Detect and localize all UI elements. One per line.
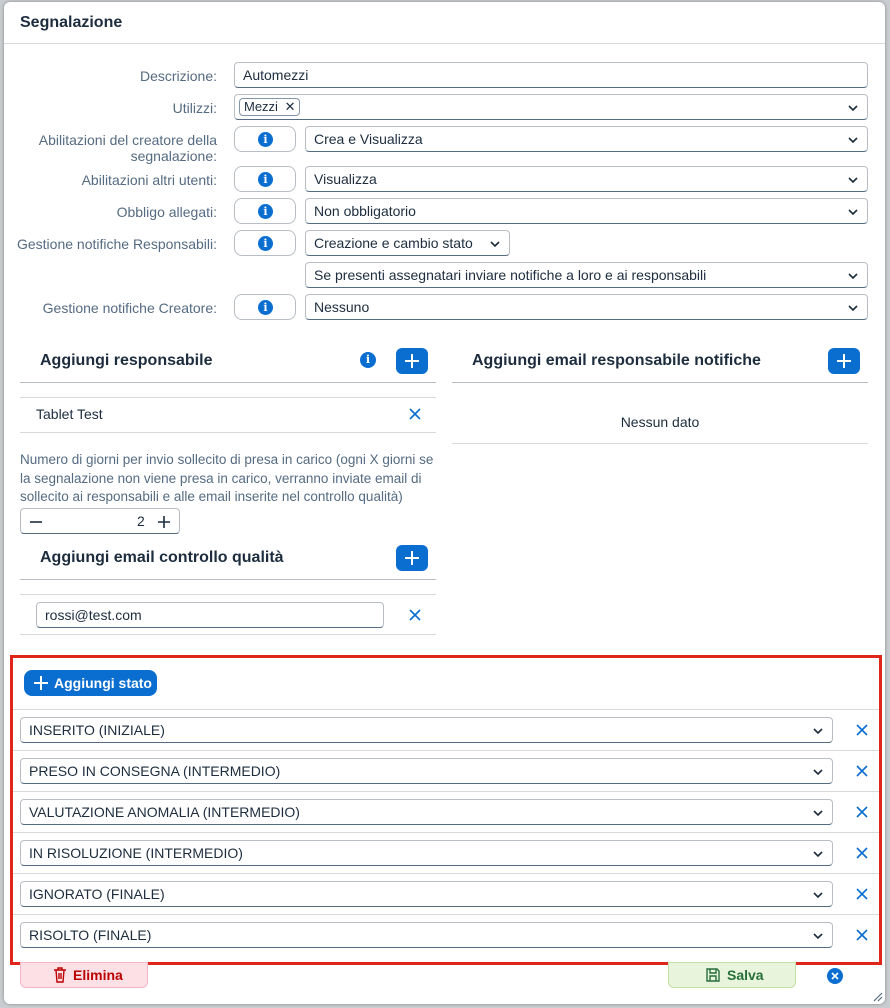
remove-state-icon[interactable] <box>856 847 868 859</box>
chevron-down-icon[interactable] <box>847 302 859 314</box>
token-label: Mezzi <box>244 99 278 114</box>
state-select[interactable] <box>20 840 833 866</box>
days-value[interactable]: 2 <box>137 513 145 529</box>
abilitazioni-altri-select[interactable] <box>305 166 868 192</box>
divider <box>20 594 436 595</box>
state-value: IN RISOLUZIONE (INTERMEDIO) <box>29 845 243 861</box>
info-button[interactable] <box>234 166 296 192</box>
select-value: Se presenti assegnatari inviare notifiche a loro e ai responsabili <box>314 267 707 283</box>
info-button[interactable] <box>234 126 296 152</box>
chevron-down-icon[interactable] <box>812 848 824 860</box>
minus-icon[interactable] <box>29 515 43 529</box>
dialog <box>4 2 885 1004</box>
no-data-text: Nessun dato <box>620 414 700 430</box>
state-select[interactable] <box>20 922 833 948</box>
state-row <box>13 873 879 914</box>
divider <box>452 382 868 383</box>
state-row <box>13 832 879 873</box>
info-icon: i <box>258 204 273 219</box>
plus-icon <box>33 675 49 691</box>
responsabile-title: Aggiungi responsabile <box>40 352 213 369</box>
divider <box>20 579 436 580</box>
state-value: PRESO IN CONSEGNA (INTERMEDIO) <box>29 763 281 779</box>
save-label: Salva <box>727 967 764 983</box>
descrizione-input[interactable]: Automezzi <box>234 62 868 88</box>
info-icon: i <box>258 132 273 147</box>
notifiche-responsabili-select[interactable] <box>305 230 510 256</box>
obbligo-allegati-select[interactable] <box>305 198 868 224</box>
state-row <box>13 750 879 791</box>
delete-label: Elimina <box>73 967 123 983</box>
token-mezzi <box>239 98 300 116</box>
chevron-down-icon[interactable] <box>812 766 824 778</box>
chevron-down-icon[interactable] <box>847 134 859 146</box>
days-stepper[interactable] <box>20 508 180 534</box>
notifiche-assegnatari-select[interactable] <box>305 262 868 288</box>
trash-icon <box>53 967 67 983</box>
label-line2: segnalazione: <box>130 148 217 164</box>
remove-state-icon[interactable] <box>856 929 868 941</box>
state-value: INSERITO (INIZIALE) <box>29 722 165 738</box>
state-select[interactable] <box>20 799 833 825</box>
divider <box>452 443 868 444</box>
sollecito-help-text: Numero di giorni per invio sollecito di presa in carico (ogni X giorni se la segnalazione non viene presa in carico, verranno inviate email di sollecito ai responsabili e alle email inserite nel controllo qualità) <box>20 452 434 504</box>
select-value: Visualizza <box>314 171 377 187</box>
descrizione-label: Descrizione: <box>139 68 217 84</box>
divider <box>20 432 436 433</box>
chevron-down-icon[interactable] <box>812 930 824 942</box>
state-row <box>13 791 879 832</box>
close-button[interactable] <box>827 968 843 984</box>
chevron-down-icon[interactable] <box>812 889 824 901</box>
divider <box>20 634 436 635</box>
remove-icon[interactable] <box>409 609 421 621</box>
add-state-button[interactable] <box>24 670 157 696</box>
info-button[interactable] <box>234 230 296 256</box>
token-remove-icon[interactable]: ✕ <box>284 99 296 114</box>
dialog-title: Segnalazione <box>20 14 123 31</box>
select-value: Nessuno <box>314 299 370 315</box>
select-value: Creazione e cambio stato <box>314 235 473 251</box>
dialog-footer <box>4 962 885 1004</box>
divider <box>20 397 436 398</box>
email-notifiche-title: Aggiungi email responsabile notifiche <box>472 352 761 369</box>
label-line1: Abilitazioni del creatore della <box>38 132 217 148</box>
plus-icon[interactable] <box>157 515 171 529</box>
state-select[interactable] <box>20 717 833 743</box>
chevron-down-icon[interactable] <box>847 270 859 282</box>
state-select[interactable] <box>20 881 833 907</box>
abilitazioni-creatore-select[interactable] <box>305 126 868 152</box>
remove-icon[interactable] <box>409 408 421 420</box>
notifiche-creatore-select[interactable] <box>305 294 868 320</box>
chevron-down-icon[interactable] <box>812 725 824 737</box>
info-icon[interactable]: i <box>360 352 376 368</box>
state-value: IGNORATO (FINALE) <box>29 886 165 902</box>
info-icon: i <box>258 236 273 251</box>
select-value: Crea e Visualizza <box>314 131 423 147</box>
plus-icon <box>404 550 420 566</box>
remove-state-icon[interactable] <box>856 724 868 736</box>
chevron-down-icon[interactable] <box>847 102 859 114</box>
plus-icon <box>836 353 852 369</box>
info-button[interactable] <box>234 294 296 320</box>
info-button[interactable] <box>234 198 296 224</box>
delete-button[interactable] <box>20 962 148 988</box>
info-icon: i <box>258 172 273 187</box>
abilitazioni-creatore-label <box>39 132 217 164</box>
add-email-qualita-button[interactable] <box>396 545 428 571</box>
obbligo-allegati-label: Obbligo allegati: <box>116 204 217 220</box>
stati-section <box>10 655 882 965</box>
state-value: VALUTAZIONE ANOMALIA (INTERMEDIO) <box>29 804 300 820</box>
chevron-down-icon[interactable] <box>847 206 859 218</box>
chevron-down-icon[interactable] <box>489 238 501 250</box>
save-icon <box>705 967 721 983</box>
add-responsabile-button[interactable] <box>396 348 428 374</box>
email-qualita-input[interactable]: rossi@test.com <box>36 602 384 628</box>
add-email-notifiche-button[interactable] <box>828 348 860 374</box>
notifiche-responsabili-label: Gestione notifiche Responsabili: <box>16 236 217 252</box>
state-value: RISOLTO (FINALE) <box>29 927 152 943</box>
state-row <box>13 914 879 955</box>
resize-handle-icon[interactable] <box>871 990 883 1002</box>
remove-state-icon[interactable] <box>856 765 868 777</box>
state-select[interactable] <box>20 758 833 784</box>
dialog-header <box>4 2 885 44</box>
utilizzi-label: Utilizzi: <box>172 100 217 116</box>
select-value: Non obbligatorio <box>314 203 416 219</box>
notifiche-creatore-label: Gestione notifiche Creatore: <box>42 300 217 316</box>
remove-state-icon[interactable] <box>856 806 868 818</box>
chevron-down-icon[interactable] <box>812 807 824 819</box>
save-button[interactable] <box>668 962 796 988</box>
info-icon: i <box>258 300 273 315</box>
divider <box>20 382 436 383</box>
remove-state-icon[interactable] <box>856 888 868 900</box>
abilitazioni-altri-label: Abilitazioni altri utenti: <box>81 172 217 188</box>
responsabile-item: Tablet Test <box>36 406 103 422</box>
utilizzi-multiselect[interactable] <box>234 94 868 120</box>
add-state-label: Aggiungi stato <box>54 675 152 691</box>
close-icon <box>831 972 839 980</box>
plus-icon <box>404 353 420 369</box>
controllo-qualita-title: Aggiungi email controllo qualità <box>40 549 284 566</box>
state-row <box>13 709 879 750</box>
chevron-down-icon[interactable] <box>847 174 859 186</box>
